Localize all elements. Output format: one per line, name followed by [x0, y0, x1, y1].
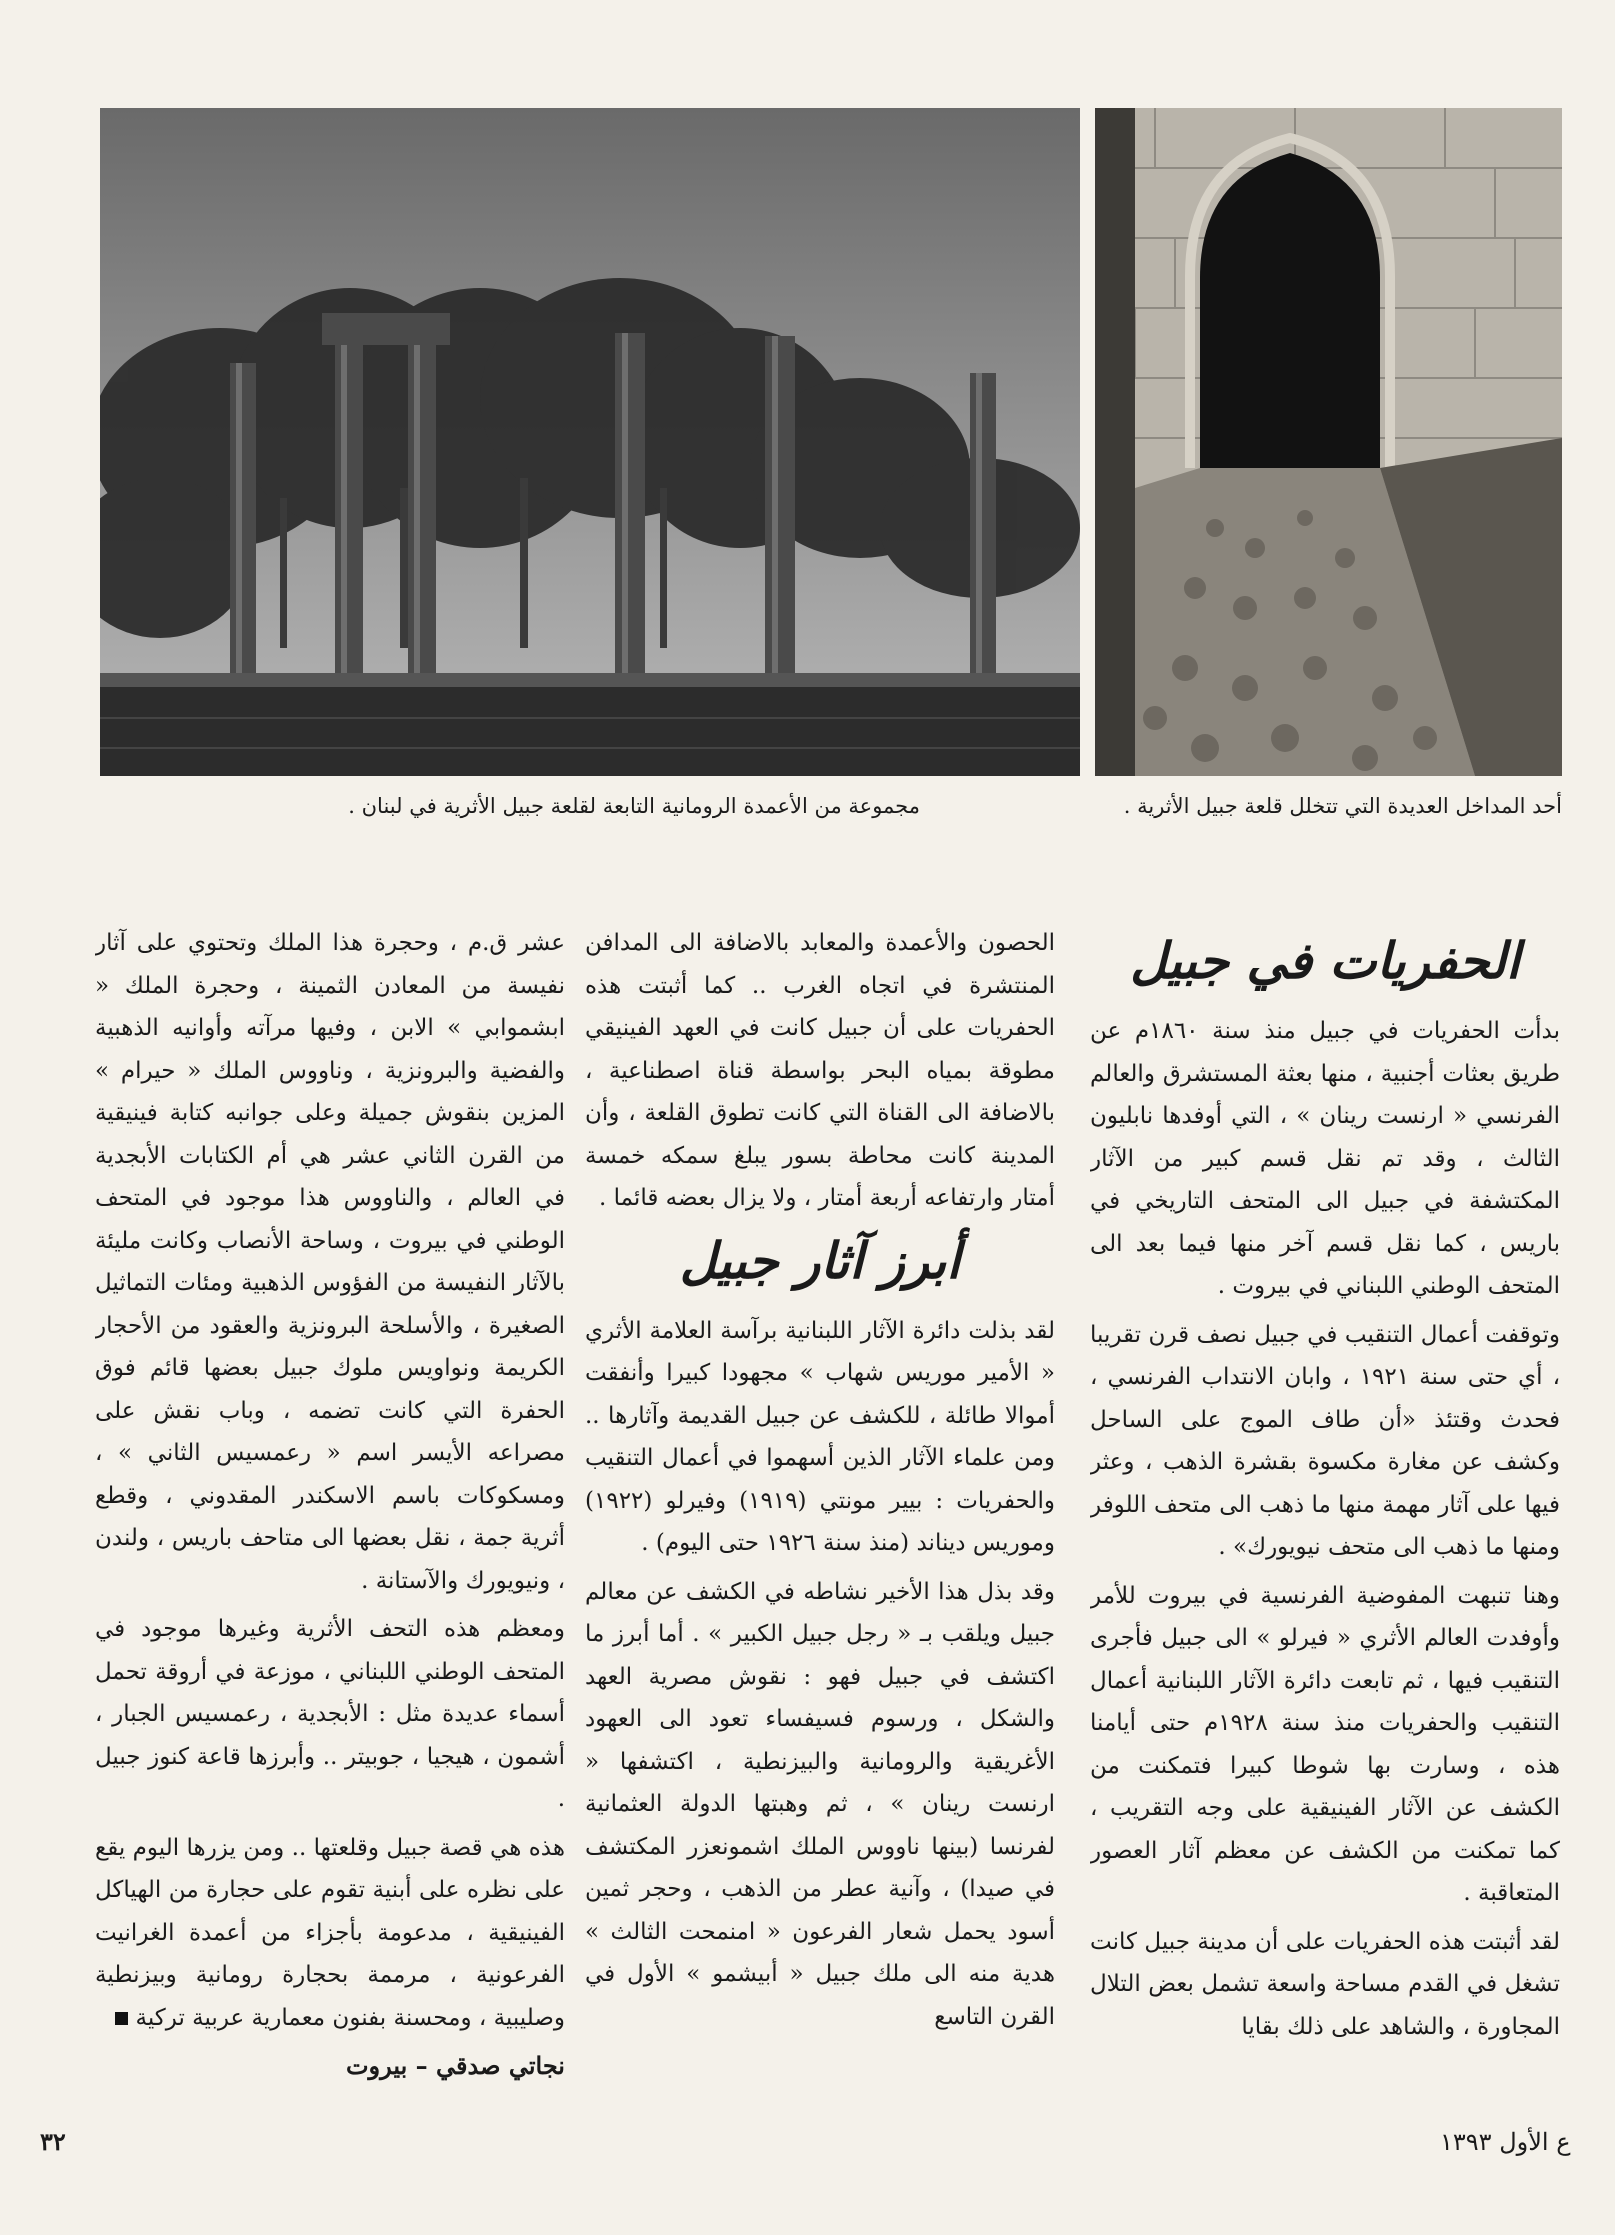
- paragraph: عشر ق.م ، وحجرة هذا الملك وتحتوي على آثار نفيسة من المعادن الثمينة ، وحجرة الملك « ابشموابي » الابن ، وفيها مرآته وأوانيه الذهبية والفضية والبرونزية ، وناووس الملك « حيرام » المزين بنقوش جميلة وعلى جوانبه كتابة فينيقية من القرن الثاني عشر هي أم الكتابات الأبجدية في العالم ، والناووس هذا موجود في المتحف الوطني في بيروت ، وساحة الأنصاب وكانت مليئة بالآثار النفيسة من الفؤوس الذهبية ومئات التماثيل الصغيرة ، والأسلحة البرونزية والعقود من الأحجار الكريمة ونواويس ملوك جبيل بعضها قائم فوق الحفرة التي كانت تضمه ، وباب نقش على مصراعه الأيسر اسم « رعمسيس الثاني » ، ومسكوكات باسم الاسكندر المقدوني ، وقطع أثرية جمة ، نقل بعضها الى متاحف باريس ، ولندن ، ونيويورك والآستانة .: [95, 930, 565, 1594]
- page-number: ٣٢: [40, 2127, 66, 2156]
- paragraph: ومعظم هذه التحف الأثرية وغيرها موجود في المتحف الوطني اللبناني ، موزعة في أروقة تحمل أسماء عديدة مثل : الأبجدية ، رعمسيس الجبار ، أشمون ، هيجيا ، جوبيتر .. وأبرزها قاعة كنوز جبيل .: [95, 1616, 565, 1812]
- paragraph: الحصون والأعمدة والمعابد بالاضافة الى المدافن المنتشرة في اتجاه الغرب .. كما أثبتت هذه الحفريات على أن جبيل كانت في العهد الفينيقي مطوقة بمياه البحر بواسطة قناة اصطناعية ، بالاضافة الى القناة التي كانت تطوق القلعة ، وأن المدينة كانت محاطة بسور يبلغ سمكه خمسة أمتار وارتفاعه أربعة أمتار ، ولا يزال بعضه قائما .: [585, 930, 1055, 1211]
- paragraph: وهنا تنبهت المفوضية الفرنسية في بيروت للأمر وأوفدت العالم الأثري « فيرلو » الى جبيل فأجرى التنقيب فيها ، ثم تابعت دائرة الآثار اللبنانية أعمال التنقيب والحفريات منذ سنة ١٩٢٨م حتى أيامنا هذه ، وسارت بها شوطا كبيرا فتمكنت من الكشف عن الآثار الفينيقية على وجه التقريب ، كما تمكنت من الكشف عن معظم آثار العصور المتعاقبة .: [1090, 1582, 1560, 1906]
- paragraph: بدأت الحفريات في جبيل منذ سنة ١٨٦٠م عن طريق بعثات أجنبية ، منها بعثة المستشرق والعالم الفرنسي « ارنست رينان » ، التي أوفدها نابليون الثالث ، وقد تم نقل قسم كبير من الآثار المكتشفة في جبيل الى المتحف التاريخي في باريس ، كما نقل قسم آخر منها فيما بعد الى المتحف الوطني اللبناني في بيروت .: [1090, 1018, 1560, 1299]
- article-column-right: [1090, 922, 1560, 2112]
- paragraph: وقد بذل هذا الأخير نشاطه في الكشف عن معالم جبيل ويلقب بـ « رجل جبيل الكبير » . أما أبرز ما اكتشف في جبيل فهو : نقوش مصرية العهد والشكل ، ورسوم فسيفساء تعود الى العهود الأغريقية والرومانية والبيزنطية ، اكتشفها « ارنست رينان » ، ثم وهبتها الدولة العثمانية لفرنسا (بينها ناووس الملك اشمونعزر المكتشف في صيدا) ، وآنية عطر من الذهب ، وحجر ثمين أسود يحمل شعار الفرعون « امنمحت الثالث » هدية منه الى ملك جبيل « أبيشمو » الأول في القرن التاسع: [585, 1578, 1055, 2030]
- castle-gate-photo: [1095, 108, 1562, 776]
- paragraph-text: هذه هي قصة جبيل وقلعتها .. ومن يزرها اليوم يقع على نظره على أبنية تقوم على حجارة من الهياكل الفينيقية ، مدعومة بأجزاء من أعمدة الغرانيت الفرعونية ، مرممة بحجارة رومانية وبيزنطية وصليبية ، ومحسنة بفنون معمارية عربية تركية: [95, 1834, 565, 2031]
- excavations-heading: الحفريات في جبيل: [1130, 931, 1520, 990]
- antiquities-heading: أبرز آثار جبيل: [679, 1230, 961, 1290]
- paragraph: لقد أثبتت هذه الحفريات على أن مدينة جبيل كانت تشغل في القدم مساحة واسعة تشمل بعض التلال المجاورة ، والشاهد على ذلك بقايا: [1090, 1928, 1560, 2040]
- author-byline: نجاتي صدقي – بيروت: [345, 2051, 565, 2080]
- paragraph: لقد بذلت دائرة الآثار اللبنانية برآسة العلامة الأثري « الأمير موريس شهاب » مجهودا كبيرا وأنفقت أموالا طائلة ، للكشف عن جبيل القديمة وآثارها .. ومن علماء الآثار الذين أسهموا في أعمال التنقيب والحفريات : بيير مونتي (١٩١٩) وفيرلو (١٩٢٢) وموريس ديناند (منذ سنة ١٩٢٦ حتى اليوم) .: [585, 1317, 1055, 1556]
- roman-columns-photo: [100, 108, 1080, 776]
- article-column-middle: [585, 922, 1055, 2112]
- castle-gate-caption: أحد المداخل العديدة التي تتخلل قلعة جبيل الأثرية .: [1123, 794, 1562, 818]
- paragraph: [95, 1827, 565, 2040]
- article-column-left: [95, 922, 565, 2112]
- roman-columns-caption: مجموعة من الأعمدة الرومانية التابعة لقلعة جبيل الأثرية في لبنان .: [348, 794, 920, 818]
- issue-date: ع الأول ١٣٩٣: [1440, 2128, 1571, 2156]
- paragraph: وتوقفت أعمال التنقيب في جبيل نصف قرن تقريبا ، أي حتى سنة ١٩٢١ ، وابان الانتداب الفرنسي ، فحدث وقتئذ «أن طاف الموج على الساحل وكشف عن مغارة مكسوة بقشرة الذهب ، وعثر فيها على آثار مهمة منها ما ذهب الى متحف اللوفر ومنها ما ذهب الى متحف نيويورك» .: [1090, 1321, 1560, 1560]
- end-of-article-icon: [115, 2012, 128, 2025]
